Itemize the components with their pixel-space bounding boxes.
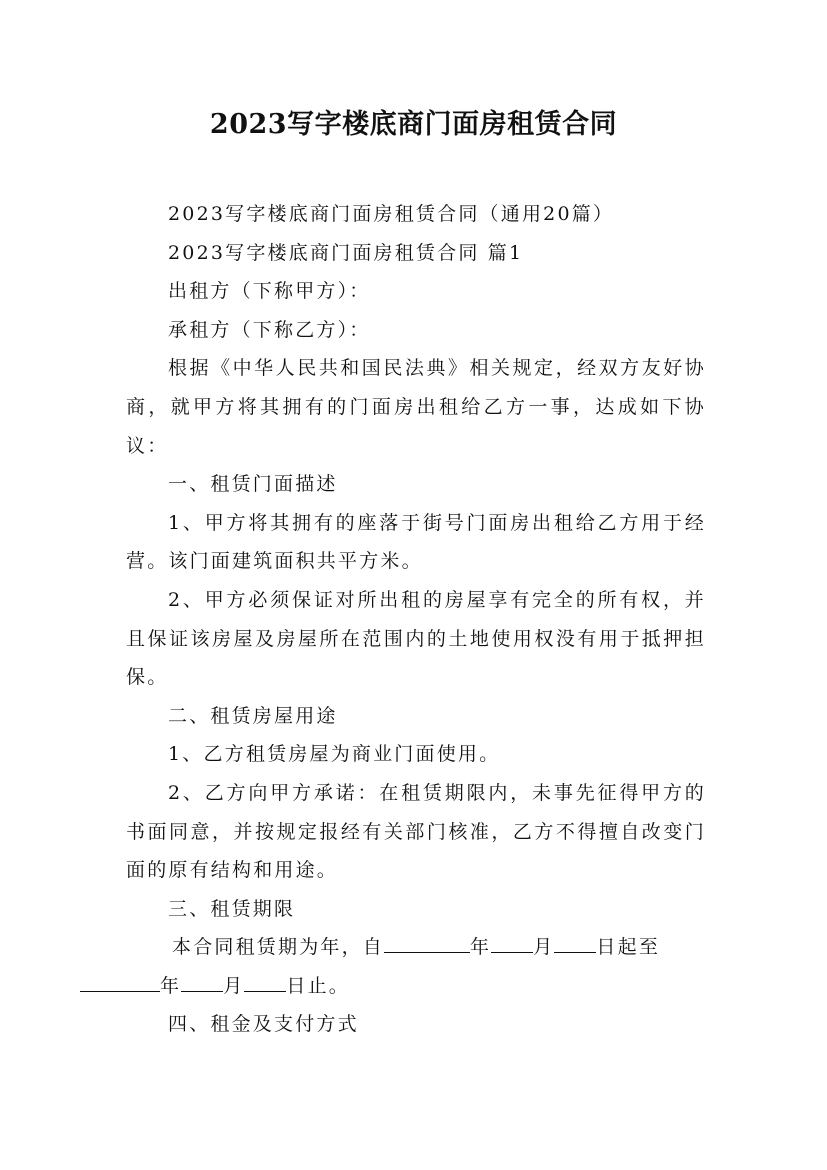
term-paragraph <box>126 928 706 1005</box>
document-title: 2023写字楼底商门面房租赁合同 <box>209 109 618 140</box>
section-heading: 三、租赁期限 <box>168 897 296 920</box>
paragraph: 2023写字楼底商门面房租赁合同（通用20篇） <box>168 203 615 225</box>
section-heading: 一、租赁门面描述 <box>168 473 338 496</box>
term-month2: 月 <box>223 974 245 997</box>
blank-field <box>80 969 160 992</box>
paragraph: 1、甲方将其拥有的座落于街号门面房出租给乙方用于经营。该门面建筑面积共平方米。 <box>126 511 706 573</box>
document-body <box>126 195 706 1044</box>
term-year1: 年 <box>470 936 492 959</box>
term-day1: 日起至 <box>596 936 661 959</box>
term-month1: 月 <box>533 936 555 959</box>
section-heading: 二、租赁房屋用途 <box>168 704 338 727</box>
paragraph: 根据《中华人民共和国民法典》相关规定，经双方友好协商，就甲方将其拥有的门面房出租给乙方一事，达成如下协议： <box>126 357 706 457</box>
paragraph: 2、乙方向甲方承诺：在租赁期限内，未事先征得甲方的书面同意，并按规定报经有关部门核准，乙方不得擅自改变门面的原有结构和用途。 <box>126 781 706 882</box>
term-day2: 日止。 <box>286 974 351 997</box>
blank-field <box>181 969 223 992</box>
term-year2: 年 <box>160 974 182 997</box>
paragraph: 2、甲方必须保证对所出租的房屋享有完全的所有权，并且保证该房屋及房屋所在范围内的土地使用权没有用于抵押担保。 <box>126 588 706 689</box>
section-heading: 四、租金及支付方式 <box>168 1013 359 1036</box>
paragraph: 出租方（下称甲方）： <box>168 280 371 303</box>
blank-field <box>244 969 286 992</box>
paragraph: 1、乙方租赁房屋为商业门面使用。 <box>168 743 501 766</box>
term-prefix: 本合同租赁期为年，自 <box>172 936 385 959</box>
blank-field <box>491 930 533 953</box>
paragraph: 承租方（下称乙方）： <box>168 318 371 341</box>
blank-field <box>384 930 470 953</box>
paragraph: 2023写字楼底商门面房租赁合同 篇1 <box>168 241 524 264</box>
blank-field <box>554 930 596 953</box>
